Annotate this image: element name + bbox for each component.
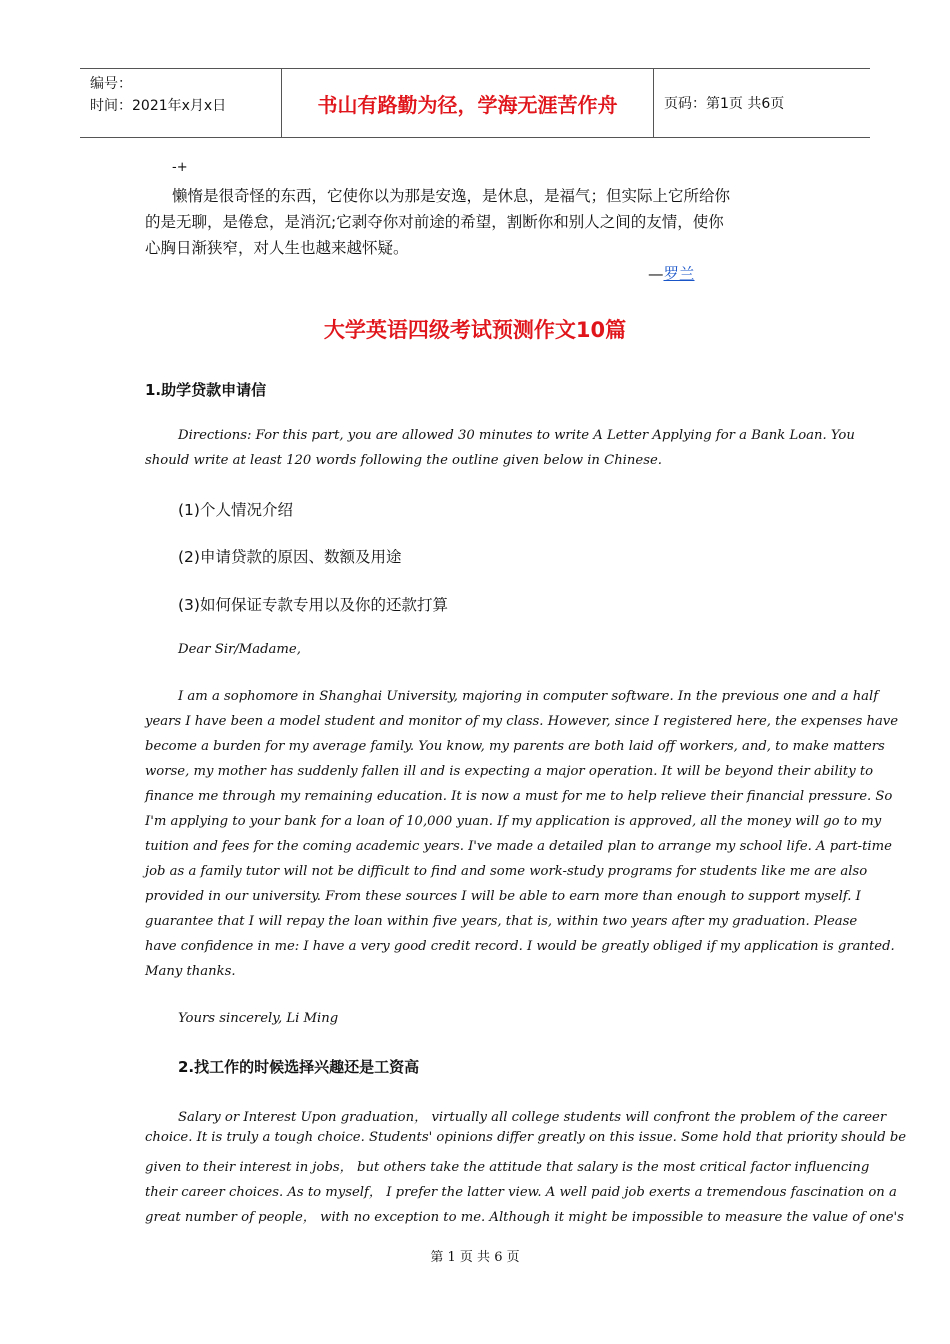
salutation: Dear Sir/Madame, — [178, 642, 301, 657]
outline-item: (2)申请贷款的原因、数额及用途 — [178, 548, 402, 566]
body-line: Salary or Interest Upon graduation， virtually all college students will confront the problem of the career — [178, 1110, 887, 1125]
body-line: guarantee that I will repay the loan within five years, that is, within two years after my graduation. Please — [145, 914, 858, 929]
body-line: finance me through my remaining education. It is now a must for me to help relieve their financial pressure. So — [145, 789, 893, 804]
page-title: 大学英语四级考试预测作文10篇 — [323, 318, 627, 342]
body-line: I am a sophomore in Shanghai University, majoring in computer software. In the previous one and a half — [178, 689, 879, 704]
outline-item: (3)如何保证专款专用以及你的还款打算 — [178, 596, 448, 614]
header-meta — [80, 69, 282, 137]
author-link[interactable]: 罗兰 — [663, 265, 695, 283]
body-line: Many thanks. — [145, 964, 236, 979]
body-line: given to their interest in jobs， but others take the attitude that salary is the most critical factor influencing — [145, 1160, 870, 1175]
directions-line: Directions: For this part, you are allowed 30 minutes to write A Letter Applying for a Bank Loan. You — [178, 428, 855, 443]
quote-mark: -+ — [172, 160, 188, 175]
quote-dash: — — [648, 265, 664, 283]
body-line: great number of people， with no exception to me. Although it might be impossible to measure the value of one's — [145, 1210, 904, 1225]
serial-label: 编号： — [90, 76, 132, 92]
body-line: job as a family tutor will not be difficult to find and some work-study programs for students like me are also — [145, 864, 868, 879]
page-header-table — [80, 68, 870, 138]
section-heading: 1.助学贷款申请信 — [145, 381, 267, 399]
directions-line: should write at least 120 words following the outline given below in Chinese. — [145, 453, 662, 468]
body-line: I'm applying to your bank for a loan of 10,000 yuan. If my application is approved, all the money will go to my — [145, 814, 882, 829]
section-heading: 2.找工作的时候选择兴趣还是工资高 — [178, 1058, 420, 1076]
body-line: provided in our university. From these sources I will be able to earn more than enough to support myself. I — [145, 889, 861, 904]
page-footer: 第 1 页 共 6 页 — [430, 1250, 520, 1265]
outline-item: (1)个人情况介绍 — [178, 501, 293, 519]
quote-line: 懒惰是很奇怪的东西，它使你以为那是安逸，是休息，是福气；但实际上它所给你 — [172, 187, 731, 205]
body-line: have confidence in me: I have a very good credit record. I would be greatly obliged if my application is granted. — [145, 939, 895, 954]
body-line: tuition and fees for the coming academic years. I've made a detailed plan to arrange my school life. A part-time — [145, 839, 892, 854]
quote-line: 心胸日渐狭窄，对人生也越来越怀疑。 — [145, 239, 409, 257]
body-line: years I have been a model student and monitor of my class. However, since I registered here, the expenses have — [145, 714, 899, 729]
header-page-label: 页码：第1页 共6页 — [664, 96, 785, 112]
body-line: choice. It is truly a tough choice. Students' opinions differ greatly on this issue. Some hold that priority should be — [145, 1130, 907, 1145]
quote-attribution — [648, 262, 695, 284]
quote-line: 的是无聊，是倦怠，是消沉;它剥夺你对前途的希望，割断你和别人之间的友情，使你 — [145, 213, 724, 231]
time-label: 时间：2021年x月x日 — [90, 98, 227, 114]
header-motto: 书山有路勤为径，学海无涯苦作舟 — [282, 69, 654, 137]
body-line: become a burden for my average family. You know, my parents are both laid off workers, and, to make matters — [145, 739, 885, 754]
body-line: their career choices. As to myself， I prefer the latter view. A well paid job exerts a tremendous fascination on a — [145, 1185, 897, 1200]
closing: Yours sincerely, Li Ming — [178, 1011, 339, 1026]
body-line: worse, my mother has suddenly fallen ill and is expecting a major operation. It will be beyond their ability to — [145, 764, 874, 779]
